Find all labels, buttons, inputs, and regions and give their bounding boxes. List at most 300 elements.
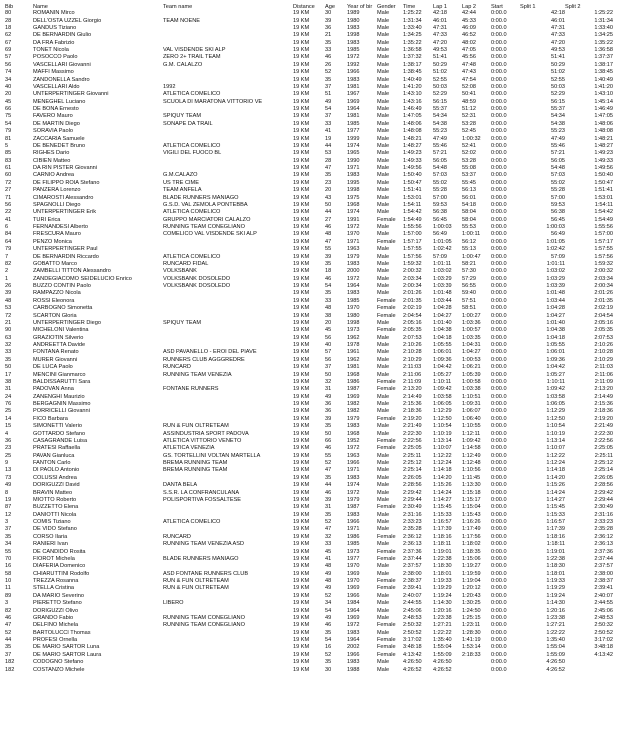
cell-split1: 1:03:58	[546, 393, 565, 400]
cell-split2: 2:10:29	[594, 356, 613, 363]
cell-bib: 5	[5, 142, 9, 149]
cell-distance: 19 KM	[293, 637, 310, 644]
cell-year: 1983	[347, 629, 360, 636]
cell-gender: Female	[377, 504, 396, 511]
cell-gender: Male	[377, 39, 390, 46]
cell-age: 45	[325, 327, 332, 334]
cell-distance: 19 KM	[293, 386, 310, 393]
cell-lap1: 1:13:14	[433, 437, 452, 444]
cell-year: 1969	[347, 585, 360, 592]
table-row	[5, 607, 613, 614]
cell-lap2: 1:00:53	[462, 356, 481, 363]
cell-gender: Male	[377, 356, 390, 363]
cell-bib: 18	[5, 24, 12, 31]
cell-team: GS. TORTELLINI VOLTAN MARTELLA	[163, 452, 261, 459]
cell-year: 1999	[347, 135, 360, 142]
cell-lap2: 1:25:15	[462, 614, 481, 621]
cell-lap2: 59:40	[462, 290, 476, 297]
cell-start: 0:00.0	[491, 165, 507, 172]
cell-age: 48	[325, 563, 332, 570]
cell-distance: 19 KM	[293, 61, 310, 68]
cell-age: 33	[325, 541, 332, 548]
cell-name: TURI Erica	[33, 216, 61, 223]
cell-time: 2:10:28	[403, 349, 422, 356]
table-row	[5, 76, 613, 83]
cell-lap2: 1:15:43	[462, 511, 481, 518]
table-row	[5, 659, 613, 666]
cell-split1: 1:12:29	[546, 408, 565, 415]
cell-year: 1971	[347, 467, 360, 474]
cell-distance: 19 KM	[293, 216, 310, 223]
cell-year: 1998	[347, 319, 360, 326]
cell-time: 1:49:23	[403, 150, 422, 157]
cell-gender: Female	[377, 238, 396, 245]
cell-gender: Male	[377, 157, 390, 164]
cell-year: 1972	[347, 445, 360, 452]
cell-time: 1:51:41	[403, 187, 422, 194]
cell-distance: 19 KM	[293, 533, 310, 540]
cell-bib: 71	[5, 194, 12, 201]
cell-time: 2:11:06	[403, 371, 422, 378]
cell-age: 23	[325, 179, 332, 186]
cell-split1: 1:18:30	[546, 563, 565, 570]
cell-gender: Male	[377, 275, 390, 282]
cell-lap1: 1:14:18	[433, 467, 452, 474]
cell-name: COMIS Tiziano	[33, 519, 71, 526]
cell-lap2: 1:20:12	[462, 585, 481, 592]
cell-age: 46	[325, 445, 332, 452]
cell-lap2: 1:11:45	[462, 474, 481, 481]
cell-year: 1981	[347, 364, 360, 371]
cell-lap1: 1:09:36	[433, 356, 452, 363]
cell-age: 35	[325, 511, 332, 518]
cell-lap1: 52:55	[433, 76, 447, 83]
cell-split2: 2:36:13	[594, 541, 613, 548]
cell-name: BALDISSARUTTI Sara	[33, 378, 91, 385]
cell-lap1: 1:04:38	[433, 327, 452, 334]
cell-year: 1981	[347, 83, 360, 90]
cell-split1: 1:19:01	[546, 548, 565, 555]
cell-split2: 2:26:05	[594, 474, 613, 481]
cell-name: PADOVAN Anna	[33, 386, 74, 393]
cell-lap1: 1:17:39	[433, 526, 452, 533]
cell-start: 0:00.0	[491, 437, 507, 444]
table-row	[5, 615, 613, 622]
cell-split1: 1:04:28	[546, 305, 565, 312]
cell-team	[163, 32, 293, 39]
cell-lap2: 1:19:27	[462, 563, 481, 570]
cell-split1: 1:14:30	[546, 600, 565, 607]
cell-gender: Male	[377, 563, 390, 570]
cell-bib: 53	[5, 305, 12, 312]
cell-time: 3:17:02	[403, 637, 422, 644]
cell-bib: 58	[5, 570, 12, 577]
cell-year: 1979	[347, 496, 360, 503]
cell-lap1: 1:05:55	[433, 342, 452, 349]
cell-lap1: 51:02	[433, 69, 447, 76]
cell-split2: 2:04:54	[594, 312, 613, 319]
cell-bib: 36	[5, 437, 12, 444]
cell-year: 1985	[347, 297, 360, 304]
cell-team	[163, 416, 293, 423]
cell-time: 2:50:52	[403, 629, 422, 636]
cell-bib: 83	[5, 157, 12, 164]
cell-lap2: 1:06:07	[462, 408, 481, 415]
cell-year: 1974	[347, 209, 360, 216]
cell-lap1: 1:18:11	[433, 541, 452, 548]
table-row	[5, 430, 613, 437]
cell-split1: 1:03:39	[546, 283, 565, 290]
cell-team: RUN & FUN OLTRETEAM	[163, 423, 229, 430]
cell-distance: 19 KM	[293, 504, 310, 511]
cell-name: STELLA Cristina	[33, 585, 75, 592]
cell-lap2: 52:08	[462, 83, 476, 90]
cell-year: 1977	[347, 128, 360, 135]
cell-team: BLADE RUNNERS MANIAGO	[163, 555, 239, 562]
cell-split1: 1:01:40	[546, 319, 565, 326]
cell-team: SCUOLA DI MARATONA VITTORIO VE	[163, 98, 263, 105]
cell-year: 1985	[347, 541, 360, 548]
cell-split1: 1:10:11	[546, 378, 565, 385]
cell-lap1: 50:29	[433, 61, 447, 68]
cell-distance: 19 KM	[293, 519, 310, 526]
cell-split2: 2:00:32	[594, 268, 613, 275]
cell-name: ROSSI Eleonora	[33, 297, 75, 304]
cell-name: TONET Nicola	[33, 47, 69, 54]
cell-lap2: 1:06:21	[462, 364, 481, 371]
table-row	[5, 32, 613, 39]
cell-team: SPIQUY TEAM	[163, 319, 202, 326]
cell-split2: 2:01:35	[594, 297, 613, 304]
cell-team: ASSINDUSTRIA SPORT PADOVA	[163, 430, 249, 437]
cell-team	[163, 379, 293, 386]
table-row	[5, 438, 613, 445]
cell-age: 51	[325, 91, 332, 98]
cell-year: 1979	[347, 253, 360, 260]
cell-year: 1966	[347, 651, 360, 658]
table-row	[5, 401, 613, 408]
cell-year: 1969	[347, 614, 360, 621]
cell-name: DE BONA Ernesto	[33, 106, 79, 113]
cell-split1: 52:29	[551, 91, 565, 98]
cell-bib: 182	[5, 666, 15, 673]
cell-start: 0:00.0	[491, 128, 507, 135]
cell-lap1: 55:23	[433, 128, 447, 135]
cell-gender: Male	[377, 246, 390, 253]
cell-bib: 39	[5, 290, 12, 297]
cell-age: 27	[325, 216, 332, 223]
cell-split2: 1:43:10	[594, 91, 613, 98]
cell-bib: 87	[5, 504, 12, 511]
cell-lap2: 1:24:50	[462, 607, 481, 614]
cell-year: 1966	[347, 69, 360, 76]
cell-distance: 19 KM	[293, 548, 310, 555]
cell-bib: 44	[5, 637, 12, 644]
cell-lap1: 1:12:22	[433, 452, 452, 459]
cell-gender: Male	[377, 474, 390, 481]
cell-lap1: 1:20:16	[433, 607, 452, 614]
cell-gender: Male	[377, 659, 390, 666]
cell-split1: 1:06:01	[546, 349, 565, 356]
cell-gender: Male	[377, 364, 390, 371]
cell-start: 0:00.0	[491, 253, 507, 260]
table-row	[5, 194, 613, 201]
cell-name: FAVERO Mauro	[33, 113, 73, 120]
cell-time: 2:18:36	[403, 408, 422, 415]
cell-year: 1968	[347, 201, 360, 208]
cell-gender: Male	[377, 334, 390, 341]
cell-year: 1982	[347, 408, 360, 415]
cell-team: BLADE RUNNERS MANIAGO	[163, 194, 239, 201]
cell-name: PROFESI Ornella	[33, 637, 78, 644]
cell-year: 1963	[347, 452, 360, 459]
cell-time: 1:57:55	[403, 246, 422, 253]
table-row	[5, 475, 613, 482]
cell-lap1: 1:15:33	[433, 511, 452, 518]
cell-name: BUZZO CONTIN Paolo	[33, 283, 91, 290]
table-row	[5, 652, 613, 659]
cell-name: FANTON Carlo	[33, 460, 71, 467]
cell-split2: 2:40:07	[594, 592, 613, 599]
cell-team: ATLETICA COMELICO	[163, 519, 221, 526]
header-start: Start	[491, 3, 503, 10]
cell-lap2: 55:53	[462, 224, 476, 231]
cell-lap1: 1:19:29	[433, 585, 452, 592]
cell-bib: 37	[5, 651, 12, 658]
cell-split1: 1:18:01	[546, 570, 565, 577]
cell-gender: Male	[377, 91, 390, 98]
cell-name: DELL'OSTA UZZEL Giorgio	[33, 17, 102, 24]
cell-start: 0:00.0	[491, 106, 507, 113]
cell-age: 35	[325, 659, 332, 666]
cell-team: ATLETICA COMELICO	[163, 253, 221, 260]
table-row	[5, 224, 613, 231]
cell-gender: Male	[377, 142, 390, 149]
cell-gender: Male	[377, 231, 390, 238]
cell-age: 54	[325, 607, 332, 614]
cell-distance: 19 KM	[293, 297, 310, 304]
cell-split1: 4:26:52	[546, 666, 565, 673]
cell-name: CHIARUTTINI Rodolfo	[33, 570, 90, 577]
cell-lap1: 57:00	[433, 194, 447, 201]
cell-bib: 54	[5, 120, 12, 127]
cell-lap1: 1:18:30	[433, 563, 452, 570]
cell-distance: 19 KM	[293, 371, 310, 378]
table-row	[5, 600, 613, 607]
cell-gender: Female	[377, 327, 396, 334]
cell-lap1: 1:15:26	[433, 482, 452, 489]
cell-name: DE CANDIDO Rosita	[33, 548, 86, 555]
cell-time: 1:43:16	[403, 98, 422, 105]
cell-distance: 19 KM	[293, 98, 310, 105]
cell-start: 0:00.0	[491, 238, 507, 245]
cell-team	[163, 135, 293, 142]
cell-age: 48	[325, 578, 332, 585]
cell-year: 1972	[347, 224, 360, 231]
cell-lap1: 1:03:39	[433, 283, 452, 290]
cell-team	[163, 408, 293, 415]
cell-start: 0:00.0	[491, 474, 507, 481]
cell-bib: 28	[5, 17, 12, 24]
cell-name: SPAGNOLLI Diego	[33, 201, 81, 208]
cell-year: 1979	[347, 415, 360, 422]
table-row	[5, 548, 613, 555]
cell-lap1: 4:26:52	[433, 666, 452, 673]
cell-split1: 47:49	[551, 135, 565, 142]
cell-age: 36	[325, 24, 332, 31]
cell-age: 33	[325, 47, 332, 54]
cell-lap2: 1:17:56	[462, 533, 481, 540]
cell-team	[163, 239, 293, 246]
cell-team	[163, 327, 293, 334]
cell-split1: 1:14:27	[546, 496, 565, 503]
table-row	[5, 54, 613, 61]
cell-time: 2:31:16	[403, 511, 422, 518]
cell-split1: 50:29	[551, 61, 565, 68]
cell-split1: 1:20:16	[546, 607, 565, 614]
cell-lap2: 1:00:27	[462, 312, 481, 319]
cell-split1: 42:18	[551, 10, 565, 17]
cell-split2: 2:36:12	[594, 533, 613, 540]
cell-gender: Male	[377, 489, 390, 496]
cell-start: 0:00.0	[491, 541, 507, 548]
cell-lap1: 1:19:01	[433, 548, 452, 555]
cell-lap1: 1:04:42	[433, 364, 452, 371]
cell-year: 2002	[347, 644, 360, 651]
cell-lap1: 1:06:01	[433, 349, 452, 356]
cell-bib: 61	[5, 165, 12, 172]
cell-lap1: 1:22:22	[433, 629, 452, 636]
cell-year: 1970	[347, 563, 360, 570]
cell-distance: 19 KM	[293, 408, 310, 415]
cell-team	[163, 526, 293, 533]
cell-bib: 7	[5, 253, 9, 260]
cell-time: 1:46:49	[403, 106, 422, 113]
cell-bib: 47	[5, 622, 12, 629]
cell-lap1: 1:14:27	[433, 496, 452, 503]
cell-time: 2:29:44	[403, 496, 422, 503]
cell-time: 2:48:53	[403, 614, 422, 621]
cell-distance: 19 KM	[293, 253, 310, 260]
cell-team: G.M. CALALZO	[163, 61, 203, 68]
cell-start: 0:00.0	[491, 260, 507, 267]
cell-gender: Female	[377, 305, 396, 312]
cell-lap2: 1:18:02	[462, 541, 481, 548]
cell-lap1: 1:03:29	[433, 275, 452, 282]
cell-gender: Male	[377, 511, 390, 518]
cell-age: 39	[325, 17, 332, 24]
cell-split2: 1:46:49	[594, 106, 613, 113]
cell-age: 20	[325, 319, 332, 326]
cell-team	[163, 512, 293, 519]
cell-team: RUN & FUN OLTRETEAM	[163, 578, 229, 585]
cell-name: GOTTARDO Stefano	[33, 430, 86, 437]
cell-split2: 1:54:11	[594, 201, 613, 208]
cell-time: 3:48:18	[403, 644, 422, 651]
cell-name: PIERETTO Stefano	[33, 600, 82, 607]
cell-start: 0:00.0	[491, 651, 507, 658]
cell-start: 0:00.0	[491, 17, 507, 24]
cell-distance: 19 KM	[293, 150, 310, 157]
cell-team: G.M.CALAZO	[163, 172, 198, 179]
cell-age: 46	[325, 622, 332, 629]
cell-split2: 2:35:28	[594, 526, 613, 533]
cell-year: 1973	[347, 327, 360, 334]
table-row	[5, 593, 613, 600]
table-row	[5, 335, 613, 342]
cell-team: TEAM NOENE	[163, 17, 200, 24]
cell-distance: 19 KM	[293, 268, 310, 275]
cell-split1: 1:03:02	[546, 268, 565, 275]
table-row	[5, 113, 613, 120]
cell-gender: Female	[377, 637, 396, 644]
cell-age: 37	[325, 83, 332, 90]
cell-bib: 25	[5, 408, 12, 415]
cell-gender: Male	[377, 24, 390, 31]
cell-age: 36	[325, 408, 332, 415]
cell-split1: 4:26:50	[546, 659, 565, 666]
cell-time: 2:22:56	[403, 437, 422, 444]
cell-lap1: 1:14:30	[433, 600, 452, 607]
cell-lap1: 47:49	[433, 135, 447, 142]
cell-split1: 1:03:44	[546, 297, 565, 304]
cell-start: 0:00.0	[491, 555, 507, 562]
cell-split2: 2:28:56	[594, 482, 613, 489]
cell-gender: Male	[377, 76, 390, 83]
table-row	[5, 622, 613, 629]
cell-gender: Male	[377, 600, 390, 607]
cell-name: CARBOGNO Simonetta	[33, 305, 93, 312]
cell-split2: 1:57:56	[594, 253, 613, 260]
cell-lap1: 1:18:16	[433, 533, 452, 540]
cell-split1: 56:15	[551, 98, 565, 105]
cell-split1: 1:22:38	[546, 555, 565, 562]
cell-start: 0:00.0	[491, 378, 507, 385]
cell-start: 0:00.0	[491, 113, 507, 120]
cell-bib: 2	[5, 268, 9, 275]
cell-time: 2:11:09	[403, 378, 422, 385]
cell-lap2: 52:45	[462, 128, 476, 135]
cell-lap1: 55:02	[433, 179, 447, 186]
cell-split2: 1:49:23	[594, 150, 613, 157]
cell-distance: 19 KM	[293, 17, 310, 24]
cell-name: ZACCARIA Samuele	[33, 135, 85, 142]
cell-bib: 182	[5, 659, 15, 666]
cell-split2: 2:21:49	[594, 423, 613, 430]
cell-lap1: 57:03	[433, 172, 447, 179]
cell-year: 1975	[347, 194, 360, 201]
cell-bib: 37	[5, 526, 12, 533]
cell-split1: 1:09:42	[546, 386, 565, 393]
cell-start: 0:00.0	[491, 393, 507, 400]
cell-time: 2:07:53	[403, 334, 422, 341]
cell-lap2: 58:04	[462, 216, 476, 223]
cell-age: 35	[325, 423, 332, 430]
cell-bib: 24	[5, 393, 12, 400]
cell-gender: Male	[377, 224, 390, 231]
cell-split1: 1:10:19	[546, 430, 565, 437]
cell-time: 2:30:49	[403, 504, 422, 511]
cell-age: 31	[325, 504, 332, 511]
cell-age: 21	[325, 32, 332, 39]
cell-time: 2:02:19	[403, 305, 422, 312]
cell-distance: 19 KM	[293, 113, 310, 120]
cell-name: PAVAN Gianluca	[33, 452, 75, 459]
cell-lap1: 4:26:50	[433, 659, 452, 666]
cell-year: 1969	[347, 393, 360, 400]
cell-gender: Male	[377, 106, 390, 113]
cell-split2: 2:19:20	[594, 415, 613, 422]
